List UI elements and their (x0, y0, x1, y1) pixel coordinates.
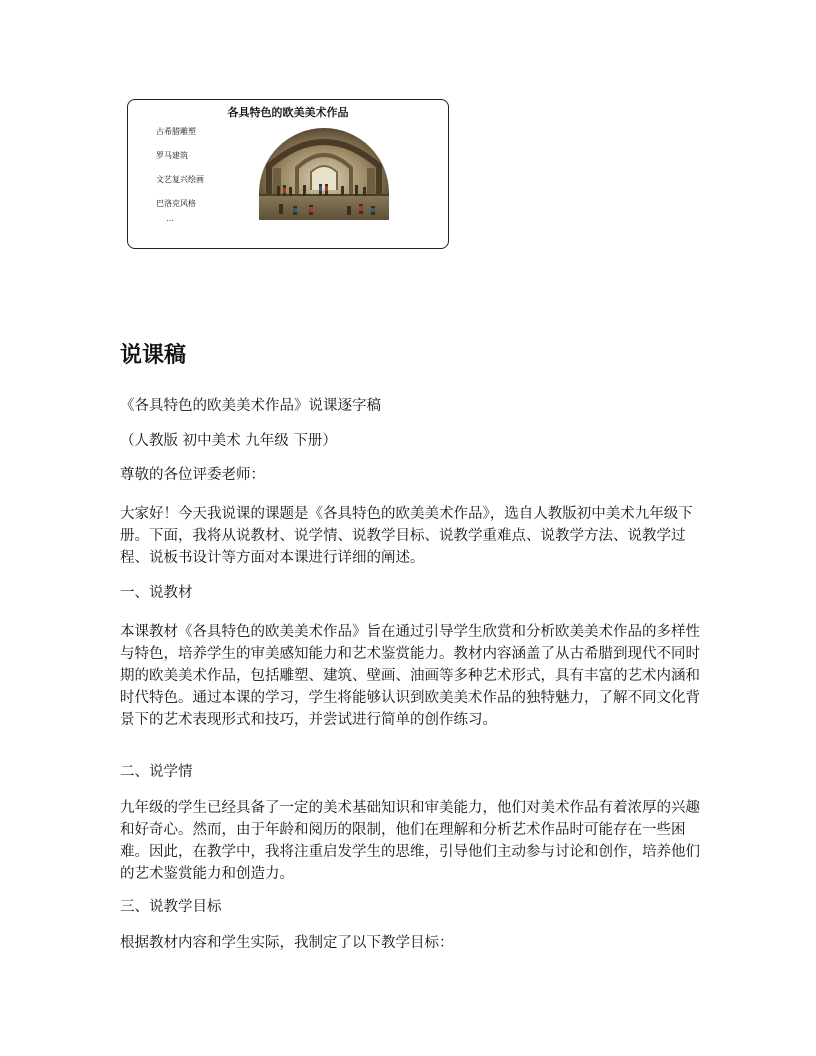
body-paragraph: 本课教材《各具特色的欧美美术作品》旨在通过引导学生欣赏和分析欧美美术作品的多样性与特色，培养学生的审美感知能力和艺术鉴赏能力。教材内容涵盖了从古希腊到现代不同时期的欧美美术作品，包括雕塑、建筑、壁画、油画等多种艺术形式，具有丰富的艺术内涵和时代特色。通过本课的学习，学生将能够认识到欧美美术作品的独特魅力，了解不同文化背景下的艺术表现形式和技巧，并尝试进行简单的创作练习。 (120, 624, 700, 728)
slide-list (156, 124, 204, 220)
intro-paragraph: 大家好！今天我说课的课题是《各具特色的欧美美术作品》，选自人教版初中美术九年级下册。下面，我将从说教材、说学情、说教学目标、说教学重难点、说教学方法、说教学过程、说板书设计等方面对本课进行详细的阐述。 (120, 506, 693, 566)
document-title: 说课稿 (120, 343, 187, 368)
slide-list-item: 罗马建筑 (156, 151, 188, 160)
section-heading: 一、说教材 (120, 585, 193, 601)
lecture-subtitle: 《各具特色的欧美美术作品》说课逐字稿 (120, 398, 381, 414)
slide-list-item: 古希腊雕塑 (156, 127, 196, 136)
slide-title: 各具特色的欧美美术作品 (227, 106, 349, 119)
section-heading: 三、说教学目标 (120, 899, 222, 915)
greeting: 尊敬的各位评委老师： (120, 467, 265, 483)
slide-thumbnail (127, 99, 449, 249)
slide-ellipsis: … (166, 214, 174, 223)
section-heading: 二、说学情 (120, 764, 193, 780)
painting-image (259, 128, 389, 220)
school-of-athens-painting (259, 128, 389, 220)
slide-list-item: 文艺复兴绘画 (156, 175, 204, 184)
body-paragraph: 根据教材内容和学生实际，我制定了以下教学目标： (120, 935, 454, 951)
body-paragraph: 九年级的学生已经具备了一定的美术基础知识和审美能力，他们对美术作品有着浓厚的兴趣和好奇心。然而，由于年龄和阅历的限制，他们在理解和分析艺术作品时可能存在一些困难。因此，在教学中，我将注重启发学生的思维，引导他们主动参与讨论和创作，培养他们的艺术鉴赏能力和创造力。 (120, 800, 700, 882)
slide-list-item: 巴洛克风格 (156, 199, 196, 208)
textbook-info: （人教版 初中美术 九年级 下册） (120, 433, 337, 449)
